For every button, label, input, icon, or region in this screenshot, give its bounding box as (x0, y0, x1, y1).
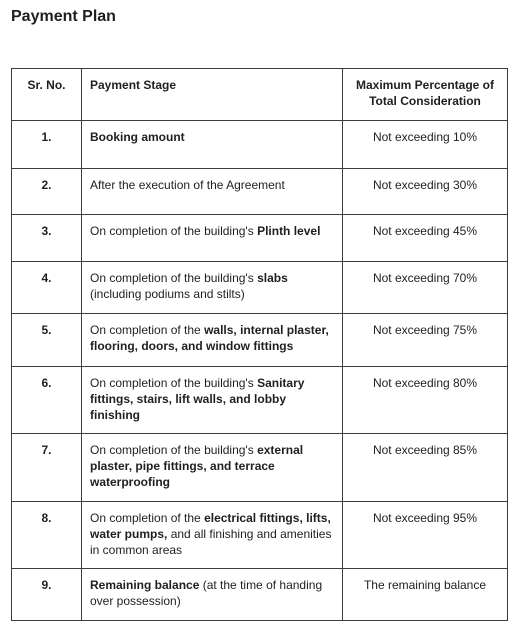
stage-text: (at the time of handing over possession) (90, 578, 323, 608)
cell-max-percentage: Not exceeding 45% (343, 215, 508, 262)
cell-max-percentage: Not exceeding 70% (343, 262, 508, 314)
table-row (12, 314, 508, 367)
stage-text: (including podiums and stilts) (90, 287, 245, 301)
table-header-row (12, 69, 508, 121)
cell-payment-stage (82, 215, 343, 262)
table-row (12, 502, 508, 569)
table-row (12, 262, 508, 314)
stage-text-bold: external plaster, pipe fittings, and terrace waterproofing (90, 443, 304, 489)
stage-text: On completion of the building's (90, 376, 258, 390)
cell-sr-no: 1. (12, 121, 82, 169)
cell-max-percentage: The remaining balance (343, 569, 508, 621)
payment-plan-table (11, 68, 508, 621)
table-row (12, 434, 508, 502)
cell-sr-no: 9. (12, 569, 82, 621)
cell-sr-no: 4. (12, 262, 82, 314)
cell-payment-stage (82, 262, 343, 314)
cell-payment-stage (82, 314, 343, 367)
stage-text: On completion of the building's (90, 443, 258, 457)
cell-sr-no: 2. (12, 169, 82, 215)
header-max-percentage-line1: Maximum Percentage of (355, 78, 495, 92)
stage-text-bold: Sanitary fittings, stairs, lift walls, and lobby finishing (90, 376, 305, 422)
cell-sr-no: 3. (12, 215, 82, 262)
page-title: Payment Plan (11, 8, 116, 25)
stage-text: On completion of the building's (90, 224, 258, 238)
cell-max-percentage: Not exceeding 95% (343, 502, 508, 569)
stage-text-bold: slabs (257, 271, 288, 285)
cell-payment-stage (82, 569, 343, 621)
cell-sr-no: 6. (12, 367, 82, 434)
cell-sr-no: 7. (12, 434, 82, 502)
stage-text-bold: Plinth level (257, 224, 321, 238)
header-sr-no: Sr. No. (12, 69, 82, 121)
stage-text-bold: electrical fittings, lifts, water pumps, (90, 511, 331, 541)
table-row (12, 121, 508, 169)
cell-sr-no: 8. (12, 502, 82, 569)
cell-payment-stage (82, 367, 343, 434)
cell-max-percentage: Not exceeding 85% (343, 434, 508, 502)
header-payment-stage: Payment Stage (82, 69, 343, 121)
cell-payment-stage (82, 121, 343, 169)
stage-text: On completion of the building's (90, 271, 258, 285)
stage-text-bold: walls, internal plaster, flooring, doors, and window fittings (90, 323, 329, 353)
cell-sr-no: 5. (12, 314, 82, 367)
table-row (12, 367, 508, 434)
cell-max-percentage: Not exceeding 75% (343, 314, 508, 367)
cell-max-percentage: Not exceeding 30% (343, 169, 508, 215)
table-row (12, 169, 508, 215)
cell-max-percentage: Not exceeding 10% (343, 121, 508, 169)
cell-payment-stage (82, 502, 343, 569)
cell-payment-stage (82, 169, 343, 215)
table-row (12, 569, 508, 621)
table-body (12, 121, 508, 621)
table-row (12, 215, 508, 262)
cell-payment-stage (82, 434, 343, 502)
stage-text: On completion of the (90, 323, 205, 337)
header-max-percentage-line2: Total Consideration (369, 94, 481, 108)
stage-text: and all finishing and amenities in common areas (90, 527, 332, 557)
stage-text: On completion of the (90, 511, 205, 525)
header-max-percentage (343, 69, 508, 121)
stage-text: After the execution of the Agreement (90, 178, 285, 192)
stage-text-bold: Booking amount (90, 130, 185, 144)
cell-max-percentage: Not exceeding 80% (343, 367, 508, 434)
stage-text-bold: Remaining balance (90, 578, 200, 592)
